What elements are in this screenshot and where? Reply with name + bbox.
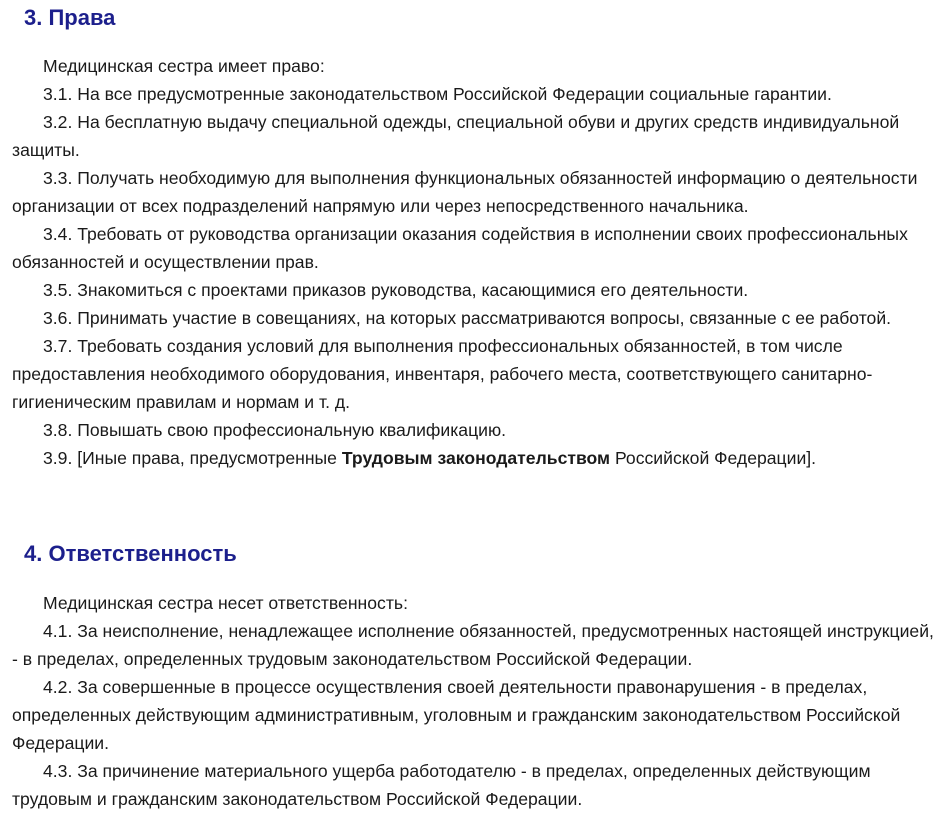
section-3-item-9-prefix: 3.9. [Иные права, предусмотренные xyxy=(43,448,342,468)
section-4-item-2: 4.2. За совершенные в процессе осуществления своей деятельности правонарушения - в пределах, определенных действующим административным, уголовным и гражданским законодательством Российской Федерации. xyxy=(12,677,901,753)
section-3-heading: 3. Права xyxy=(24,5,116,30)
section-3-item-8: 3.8. Повышать свою профессиональную квалификацию. xyxy=(43,420,507,440)
section-3-intro: Медицинская сестра имеет право: xyxy=(43,56,325,76)
section-3-item-4: 3.4. Требовать от руководства организации оказания содействия в исполнении своих профессиональных обязанностей и осуществлении прав. xyxy=(12,224,908,272)
section-3-item-7: 3.7. Требовать создания условий для выполнения профессиональных обязанностей, в том числе предоставления необходимого оборудования, инвентаря, рабочего места, соответствующего санитарно-гигиеническим правилам и нормам и т. д. xyxy=(12,336,873,412)
section-4-item-1: 4.1. За неисполнение, ненадлежащее исполнение обязанностей, предусмотренных настоящей инструкцией, - в пределах, определенных трудовым законодательством Российской Федерации. xyxy=(12,621,934,669)
section-3-item-2: 3.2. На бесплатную выдачу специальной одежды, специальной обуви и других средств индивидуальной защиты. xyxy=(12,112,900,160)
section-4-item-3: 4.3. За причинение материального ущерба работодателю - в пределах, определенных действующим трудовым и гражданским законодательством Российской Федерации. xyxy=(12,761,871,809)
section-3-body xyxy=(12,52,943,472)
section-4-heading: 4. Ответственность xyxy=(24,541,237,566)
section-3-item-6: 3.6. Принимать участие в совещаниях, на которых рассматриваются вопросы, связанные с ее работой. xyxy=(43,308,892,328)
section-3-item-1: 3.1. На все предусмотренные законодательством Российской Федерации социальные гарантии. xyxy=(43,84,832,104)
labor-law-link-text: Трудовым законодательством xyxy=(341,448,611,468)
section-4-body xyxy=(12,589,943,813)
section-3-item-3: 3.3. Получать необходимую для выполнения функциональных обязанностей информацию о деятельности организации от всех подразделений напрямую или через непосредственного начальника. xyxy=(12,168,918,216)
section-3-item-5: 3.5. Знакомиться с проектами приказов руководства, касающимися его деятельности. xyxy=(43,280,749,300)
section-3-item-9 xyxy=(12,444,943,472)
section-3-item-9-suffix: Российской Федерации]. xyxy=(610,448,817,468)
section-4-intro: Медицинская сестра несет ответственность: xyxy=(43,593,408,613)
